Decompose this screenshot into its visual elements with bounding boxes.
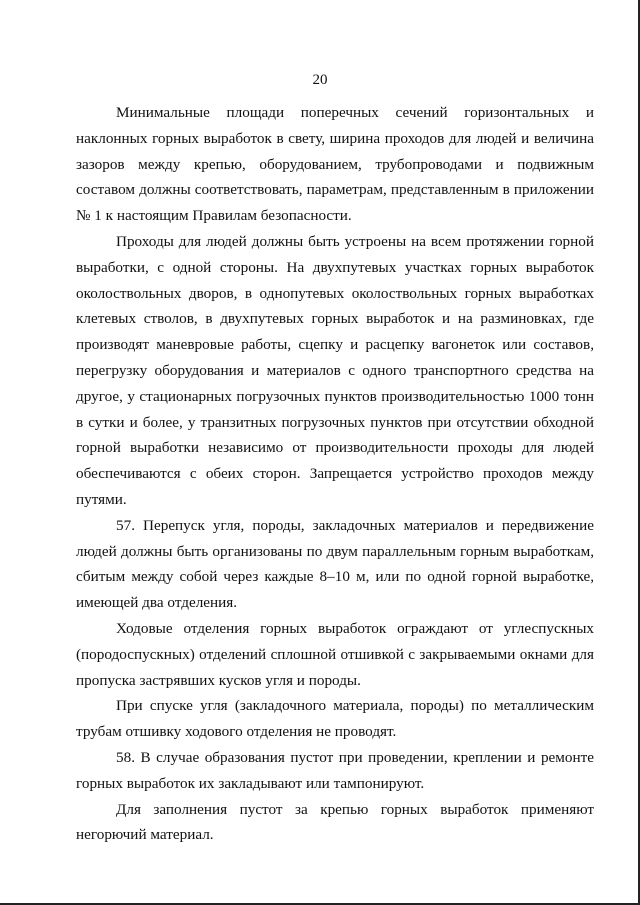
paragraph-passages-for-people: Проходы для людей должны быть устроены на всем протяжении горной выработки, с одной стороны. На двухпутевых участках горных выработок околоствольных дворов, в однопутевых околоствольных горных выработках клетевых стволов, в двухпутевых горных выработок и на разминовках, где производят маневровые работы, сцепку и расцепку вагонеток или составов, перегрузку оборудования и материалов с одного транспортного средства на другое, у стационарных погрузочных пунктов производительностью 1000 тонн в сутки и более, у транзитных погрузочных пунктов при отсутствии обходной горной выработки независимо от производительности проходы для людей обеспечиваются с обеих сторон. Запрещается устройство проходов между путями. [76, 232, 594, 508]
page-number: 20 [312, 72, 328, 88]
paragraph-metal-pipes: При спуске угля (закладочного материала, породы) по металлическим трубам отшивку ходового отделения не проводят. [76, 697, 594, 741]
paragraph-item-58: 58. В случае образования пустот при проведении, креплении и ремонте горных выработок их закладывают или тампонируют. [76, 748, 594, 792]
paragraph-cross-section-requirements: Минимальные площади поперечных сечений горизонтальных и наклонных горных выработок в свету, ширина проходов для людей и величина зазоров между крепью, оборудованием, трубопроводами и подвижным составом должны соответствовать, параметрам, представленным в приложении № 1 к настоящим Правилам безопасности. [76, 104, 594, 225]
paragraph-item-57: 57. Перепуск угля, породы, закладочных материалов и передвижение людей должны быть организованы по двум параллельным горным выработкам, сбитым между собой через каждые 8–10 м, или по одной горной выработке, имеющей два отделения. [76, 516, 594, 612]
document-body [76, 100, 594, 848]
paragraph-walking-compartments: Ходовые отделения горных выработок ограждают от углеспускных (породоспускных) отделений сплошной отшивкой с закрываемыми окнами для пропуска застрявших кусков угля и породы. [76, 619, 594, 689]
paragraph-non-combustible-material: Для заполнения пустот за крепью горных выработок применяют негорючий материал. [76, 800, 594, 844]
